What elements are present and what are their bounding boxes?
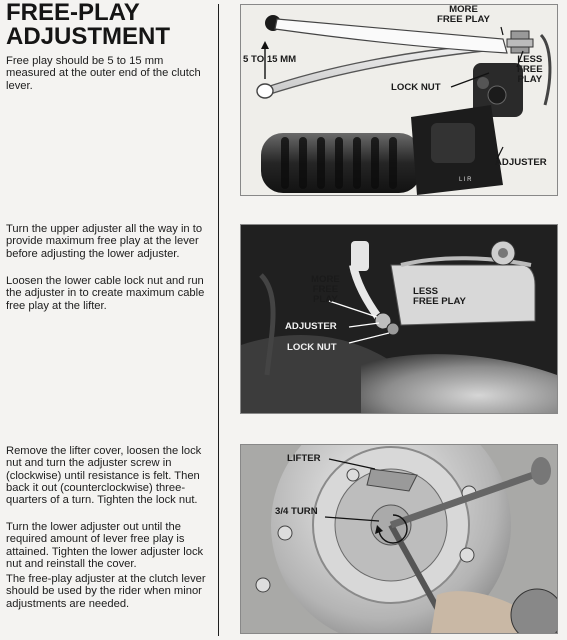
lifter-illustration	[241, 445, 557, 633]
rider-adjuster-paragraph: The free-play adjuster at the clutch lever should be used by the rider when minor adjustments are needed.	[6, 573, 206, 610]
fig2-adjuster-label: ADJUSTER	[285, 321, 337, 332]
free-play-spec-paragraph: Free play should be 5 to 15 mm measured at the outer end of the clutch lever.	[6, 55, 201, 92]
fig1-less-free-play-label	[517, 55, 543, 85]
fig1-less-line: LESS	[517, 54, 543, 65]
upper-adjuster-paragraph: Turn the upper adjuster all the way in to provide maximum free play at the lever before adjusting the lower adjuster.	[6, 223, 203, 260]
lower-lock-nut-paragraph: Loosen the lower cable lock nut and run the adjuster in to create maximum cable free play at the lifter.	[6, 275, 205, 312]
fig2-less-free-play-label	[413, 287, 466, 307]
figure-lifter	[240, 444, 558, 634]
fig1-distance-label: 5 TO 15 MM	[243, 54, 297, 65]
fig1-adjuster-label: ADJUSTER	[495, 157, 547, 168]
figure-clutch-lever	[240, 4, 558, 196]
fig1-play-line: PLAY	[517, 74, 543, 85]
fig1-more-line: MORE	[449, 4, 478, 15]
fig1-free-line: FREE	[517, 64, 543, 75]
figure-lower-adjuster	[240, 224, 558, 414]
column-divider	[218, 4, 219, 636]
page-title-line-2: ADJUSTMENT	[6, 23, 171, 50]
fig1-lock-nut-label: LOCK NUT	[391, 82, 441, 93]
lifter-adjust-paragraph: Remove the lifter cover, loosen the lock nut and turn the adjuster screw in (clockwise) until resistance is felt. Then back it out (counterclockwise) three-quarters of a turn. Tighten the lock nut.	[6, 445, 202, 507]
fig2-less-line: LESS	[413, 286, 439, 297]
fig1-free-play-line: FREE PLAY	[437, 14, 490, 25]
fig2-more-line: MORE	[311, 274, 340, 285]
fig2-free-play-line: FREE PLAY	[413, 296, 466, 307]
fig2-more-free-play-label	[311, 275, 340, 305]
page-title-line-1: FREE-PLAY	[6, 0, 140, 26]
lower-adjuster-paragraph: Turn the lower adjuster out until the required amount of lever free play is attained. Tighten the lower adjuster lock nut and reinstall the cover.	[6, 521, 204, 570]
grip-marking: L I R	[459, 177, 472, 183]
fig1-more-free-play-label	[437, 5, 490, 25]
page-title	[6, 1, 216, 49]
fig2-free-line: FREE	[312, 284, 339, 295]
fig3-turn-label: 3/4 TURN	[275, 506, 318, 517]
lower-adjuster-illustration	[241, 225, 557, 413]
fig3-lifter-label: LIFTER	[287, 453, 321, 464]
fig2-lock-nut-label: LOCK NUT	[287, 342, 337, 353]
fig2-play-line: PLAY	[313, 294, 338, 305]
